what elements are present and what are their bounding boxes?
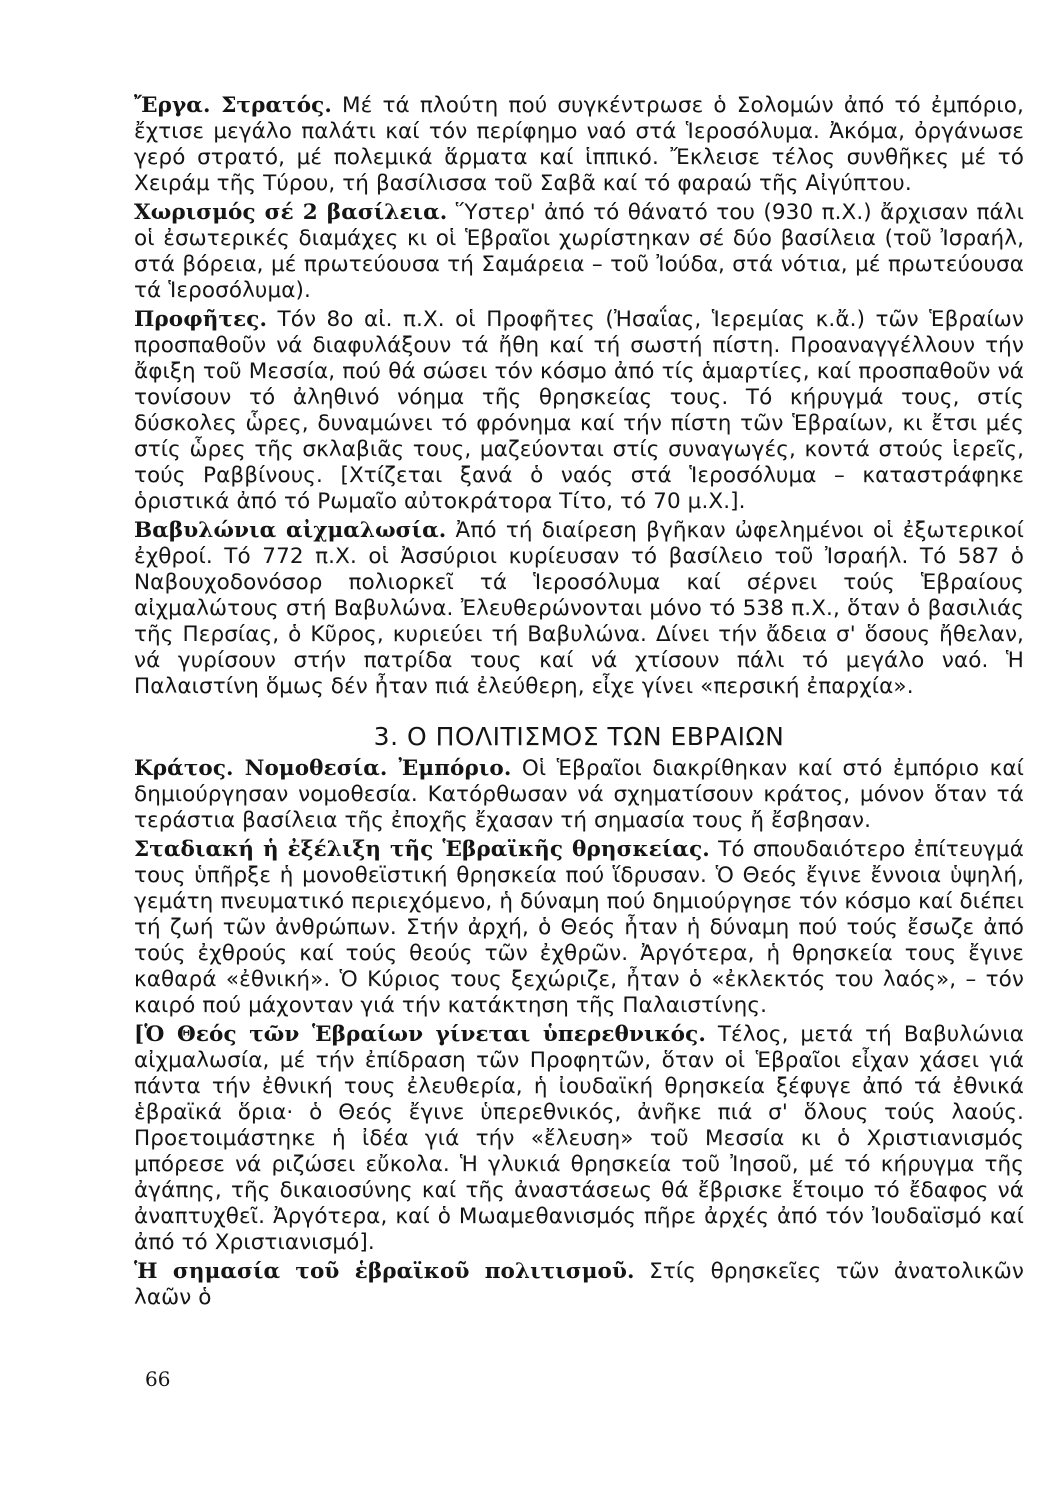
page-number: 66	[145, 1367, 171, 1391]
paragraph-babylonian-captivity	[134, 518, 1024, 700]
paragraph-title: Προφῆτες.	[134, 307, 268, 332]
paragraph-text: Στίς θρησκεῖες τῶν ἀνατολικῶν λαῶν ὁ	[134, 1259, 1024, 1310]
paragraph-title: Βαβυλώνια αἰχμαλωσία.	[134, 518, 447, 543]
paragraph-text: Ὕστερ' ἀπό τό θάνατό του (930 π.Χ.) ἄρχισαν πάλι οἱ ἐσωτερικές διαμάχες κι οἱ Ἑβραῖοι χωρίστηκαν σέ δύο βασίλεια (τοῦ Ἰσραήλ, στά βόρεια, μέ πρωτεύουσα τή Σαμάρεια – τοῦ Ἰούδα, στά νότια, μέ πρωτεύουσα τά Ἱεροσόλυμα).	[134, 200, 1024, 303]
paragraph-religion-evolution	[134, 837, 1024, 1019]
paragraph-title: Σταδιακή ἡ ἐξέλιξη τῆς Ἑβραϊκῆς θρησκείας.	[134, 837, 710, 862]
paragraph-title: Ἔργα. Στρατός.	[134, 93, 332, 118]
paragraph-significance	[134, 1259, 1024, 1311]
paragraph-title: Ἡ σημασία τοῦ ἑβραϊκοῦ πολιτισμοῦ.	[134, 1259, 635, 1284]
paragraph-text: Τόν 8ο αἰ. π.Χ. οἱ Προφῆτες (Ἠσαΐας, Ἱερεμίας κ.ἄ.) τῶν Ἑβραίων προσπαθοῦν νά διαφυλάξουν τά ἤθη καί τή σωστή πίστη. Προαναγγέλλουν τήν ἄφιξη τοῦ Μεσσία, πού θά σώσει τόν κόσμο ἀπό τίς ἁμαρτίες, καί προσπαθοῦν νά τονίσουν τό ἀληθινό νόημα τῆς θρησκείας τους. Τό κήρυγμά τους, στίς δύσκολες ὧρες, δυναμώνει τό φρόνημα καί τήν πίστη τῶν Ἑβραίων, κι ἔτσι μές στίς ὧρες τῆς σκλαβιᾶς τους, μαζεύονται στίς συναγωγές, κοντά στούς ἱερεῖς, τούς Ραββίνους. [Χτίζεται ξανά ὁ ναός στά Ἱεροσόλυμα – καταστράφηκε ὁριστικά ἀπό τό Ρωμαῖο αὐτοκράτορα Τίτο, τό 70 μ.Χ.].	[134, 307, 1024, 514]
paragraph-text: Ἀπό τή διαίρεση βγῆκαν ὠφελημένοι οἱ ἐξωτερικοί ἐχθροί. Τό 772 π.Χ. οἱ Ἀσσύριοι κυρίευσαν τό βασίλειο τοῦ Ἰσραήλ. Τό 587 ὁ Ναβουχοδονόσορ πολιορκεῖ τά Ἱεροσόλυμα καί σέρνει τούς Ἑβραίους αἰχμαλώτους στή Βαβυλώνα. Ἐλευθερώνονται μόνο τό 538 π.Χ., ὅταν ὁ βασιλιάς τῆς Περσίας, ὁ Κῦρος, κυριεύει τή Βαβυλώνα. Δίνει τήν ἄδεια σ' ὅσους ἤθελαν, νά γυρίσουν στήν πατρίδα τους καί νά χτίσουν πάλι τό μεγάλο ναό. Ἡ Παλαιστίνη ὅμως δέν ἦταν πιά ἐλεύθερη, εἶχε γίνει «περσική ἐπαρχία».	[134, 518, 1024, 699]
paragraph-state-law-trade	[134, 756, 1024, 834]
paragraph-division	[134, 200, 1024, 304]
paragraph-text: Τό σπουδαιότερο ἐπίτευγμά τους ὑπῆρξε ἡ μονοθεϊστική θρησκεία πού ἵδρυσαν. Ὁ Θεός ἔγινε ἔννοια ὑψηλή, γεμάτη πνευματικό περιεχόμενο, ἡ δύναμη πού δημιούργησε τόν κόσμο καί διέπει τή ζωή τῶν ἀνθρώπων. Στήν ἀρχή, ὁ Θεός ἦταν ἡ δύναμη πού τούς ἔσωζε ἀπό τούς ἐχθρούς καί τούς θεούς τῶν ἐχθρῶν. Ἀργότερα, ἡ θρησκεία τους ἔγινε καθαρά «ἐθνική». Ὁ Κύριος τους ξεχώριζε, ἦταν ὁ «ἐκλεκτός του λαός», – τόν καιρό πού μάχονταν γιά τήν κατάκτηση τῆς Παλαιστίνης.	[134, 837, 1024, 1018]
paragraph-text: Οἱ Ἑβραῖοι διακρίθηκαν καί στό ἐμπόριο καί δημιούργησαν νομοθεσία. Κατόρθωσαν νά σχηματίσουν κράτος, μόνον ὅταν τά τεράστια βασίλεια τῆς ἐποχῆς ἔχασαν τή σημασία τους ἤ ἔσβησαν.	[134, 756, 1024, 833]
paragraph-text: Μέ τά πλούτη πού συγκέντρωσε ὁ Σολομών ἀπό τό ἐμπόριο, ἔχτισε μεγάλο παλάτι καί τόν περίφημο ναό στά Ἱεροσόλυμα. Ἀκόμα, ὀργάνωσε γερό στρατό, μέ πολεμικά ἅρματα καί ἱππικό. Ἔκλεισε τέλος συνθῆκες μέ τό Χειράμ τῆς Τύρου, τή βασίλισσα τοῦ Σαβᾶ καί τό φαραώ τῆς Αἰγύπτου.	[134, 93, 1024, 196]
page-body	[134, 93, 1024, 1314]
paragraph-prophets	[134, 307, 1024, 515]
paragraph-title: Κράτος. Νομοθεσία. Ἐμπόριο.	[134, 756, 512, 781]
paragraph-title: [Ὁ Θεός τῶν Ἑβραίων γίνεται ὑπερεθνικός.	[134, 1022, 706, 1047]
paragraph-supranational-god	[134, 1022, 1024, 1256]
chapter-heading: 3. Ο ΠΟΛΙΤΙΣΜΟΣ ΤΩΝ ΕΒΡΑΙΩΝ	[373, 722, 785, 751]
paragraph-works-army	[134, 93, 1024, 197]
paragraph-title: Χωρισμός σέ 2 βασίλεια.	[134, 200, 448, 225]
paragraph-text: Τέλος, μετά τή Βαβυλώνια αἰχμαλωσία, μέ τήν ἐπίδραση τῶν Προφητῶν, ὅταν οἱ Ἑβραῖοι εἶχαν χάσει γιά πάντα τήν ἐθνική τους ἐλευθερία, ἡ ἰουδαϊκή θρησκεία ξέφυγε ἀπό τά ἐθνικά ἑβραϊκά ὅρια· ὁ Θεός ἔγινε ὑπερεθνικός, ἀνῆκε πιά σ' ὅλους τούς λαούς. Προετοιμάστηκε ἡ ἰδέα γιά τήν «ἔλευση» τοῦ Μεσσία κι ὁ Χριστιανισμός μπόρεσε νά ριζώσει εὔκολα. Ἡ γλυκιά θρησκεία τοῦ Ἰησοῦ, μέ τό κήρυγμα τῆς ἀγάπης, τῆς δικαιοσύνης καί τῆς ἀναστάσεως θά ἔβρισκε ἕτοιμο τό ἔδαφος νά ἀναπτυχθεῖ. Ἀργότερα, καί ὁ Μωαμεθανισμός πῆρε ἀρχές ἀπό τόν Ἰουδαϊσμό καί ἀπό τό Χριστιανισμό].	[134, 1022, 1024, 1255]
